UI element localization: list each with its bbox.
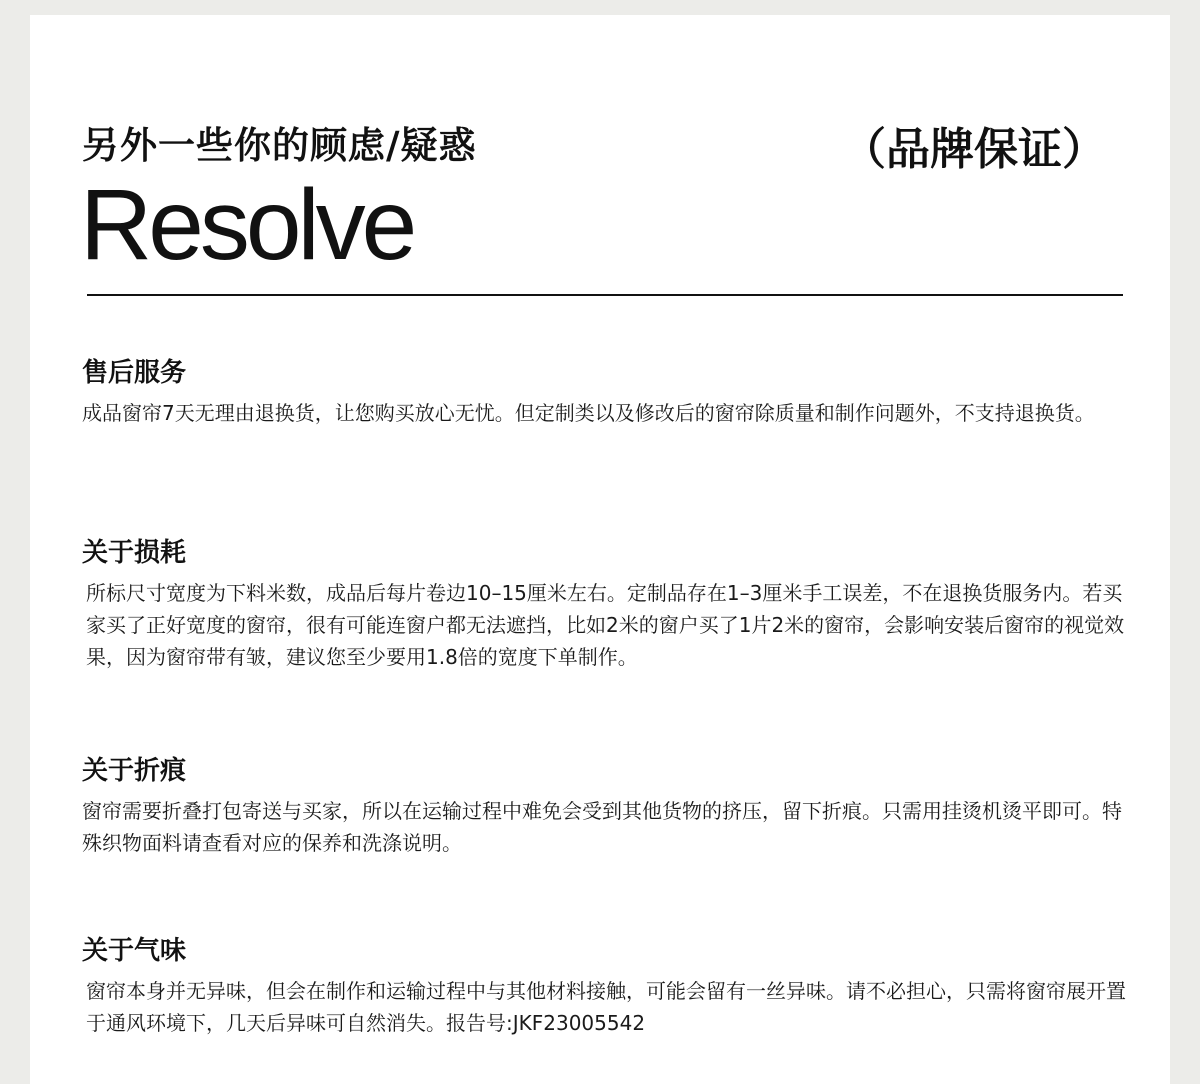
section-title: 关于损耗 [82,538,187,568]
section-after-sales [82,358,1132,429]
section-body: 窗帘本身并无异味，但会在制作和运输过程中与其他材料接触，可能会留有一丝异味。请不必担心，只需将窗帘展开置于通风环境下，几天后异味可自然消失。报告号:JKF23005542 [86,979,1126,1036]
section-body: 成品窗帘7天无理由退换货，让您购买放心无忧。但定制类以及修改后的窗帘除质量和制作问题外，不支持退换货。 [82,401,1095,426]
section-creases [82,756,1132,859]
brand-guarantee-note: （品牌保证） [842,124,1106,175]
page-title: Resolve [80,169,414,281]
section-title: 售后服务 [82,358,187,388]
section-loss [82,538,1132,673]
content-card [30,15,1170,1084]
section-body: 所标尺寸宽度为下料米数，成品后每片卷边10–15厘米左右。定制品存在1–3厘米手工误差，不在退换货服务内。若买家买了正好宽度的窗帘，很有可能连窗户都无法遮挡，比如2米的窗户买了1片2米的窗帘，会影响安装后窗帘的视觉效果，因为窗帘带有皱，建议您至少要用1.8倍的宽度下单制作。 [86,581,1125,670]
section-odor [82,936,1132,1039]
section-title: 关于气味 [82,936,187,966]
section-body: 窗帘需要折叠打包寄送与买家，所以在运输过程中难免会受到其他货物的挤压，留下折痕。只需用挂烫机烫平即可。特殊织物面料请查看对应的保养和洗涤说明。 [82,799,1122,856]
section-title: 关于折痕 [82,756,187,786]
page-subtitle: 另外一些你的顾虑/疑惑 [82,124,477,167]
divider [87,294,1123,296]
